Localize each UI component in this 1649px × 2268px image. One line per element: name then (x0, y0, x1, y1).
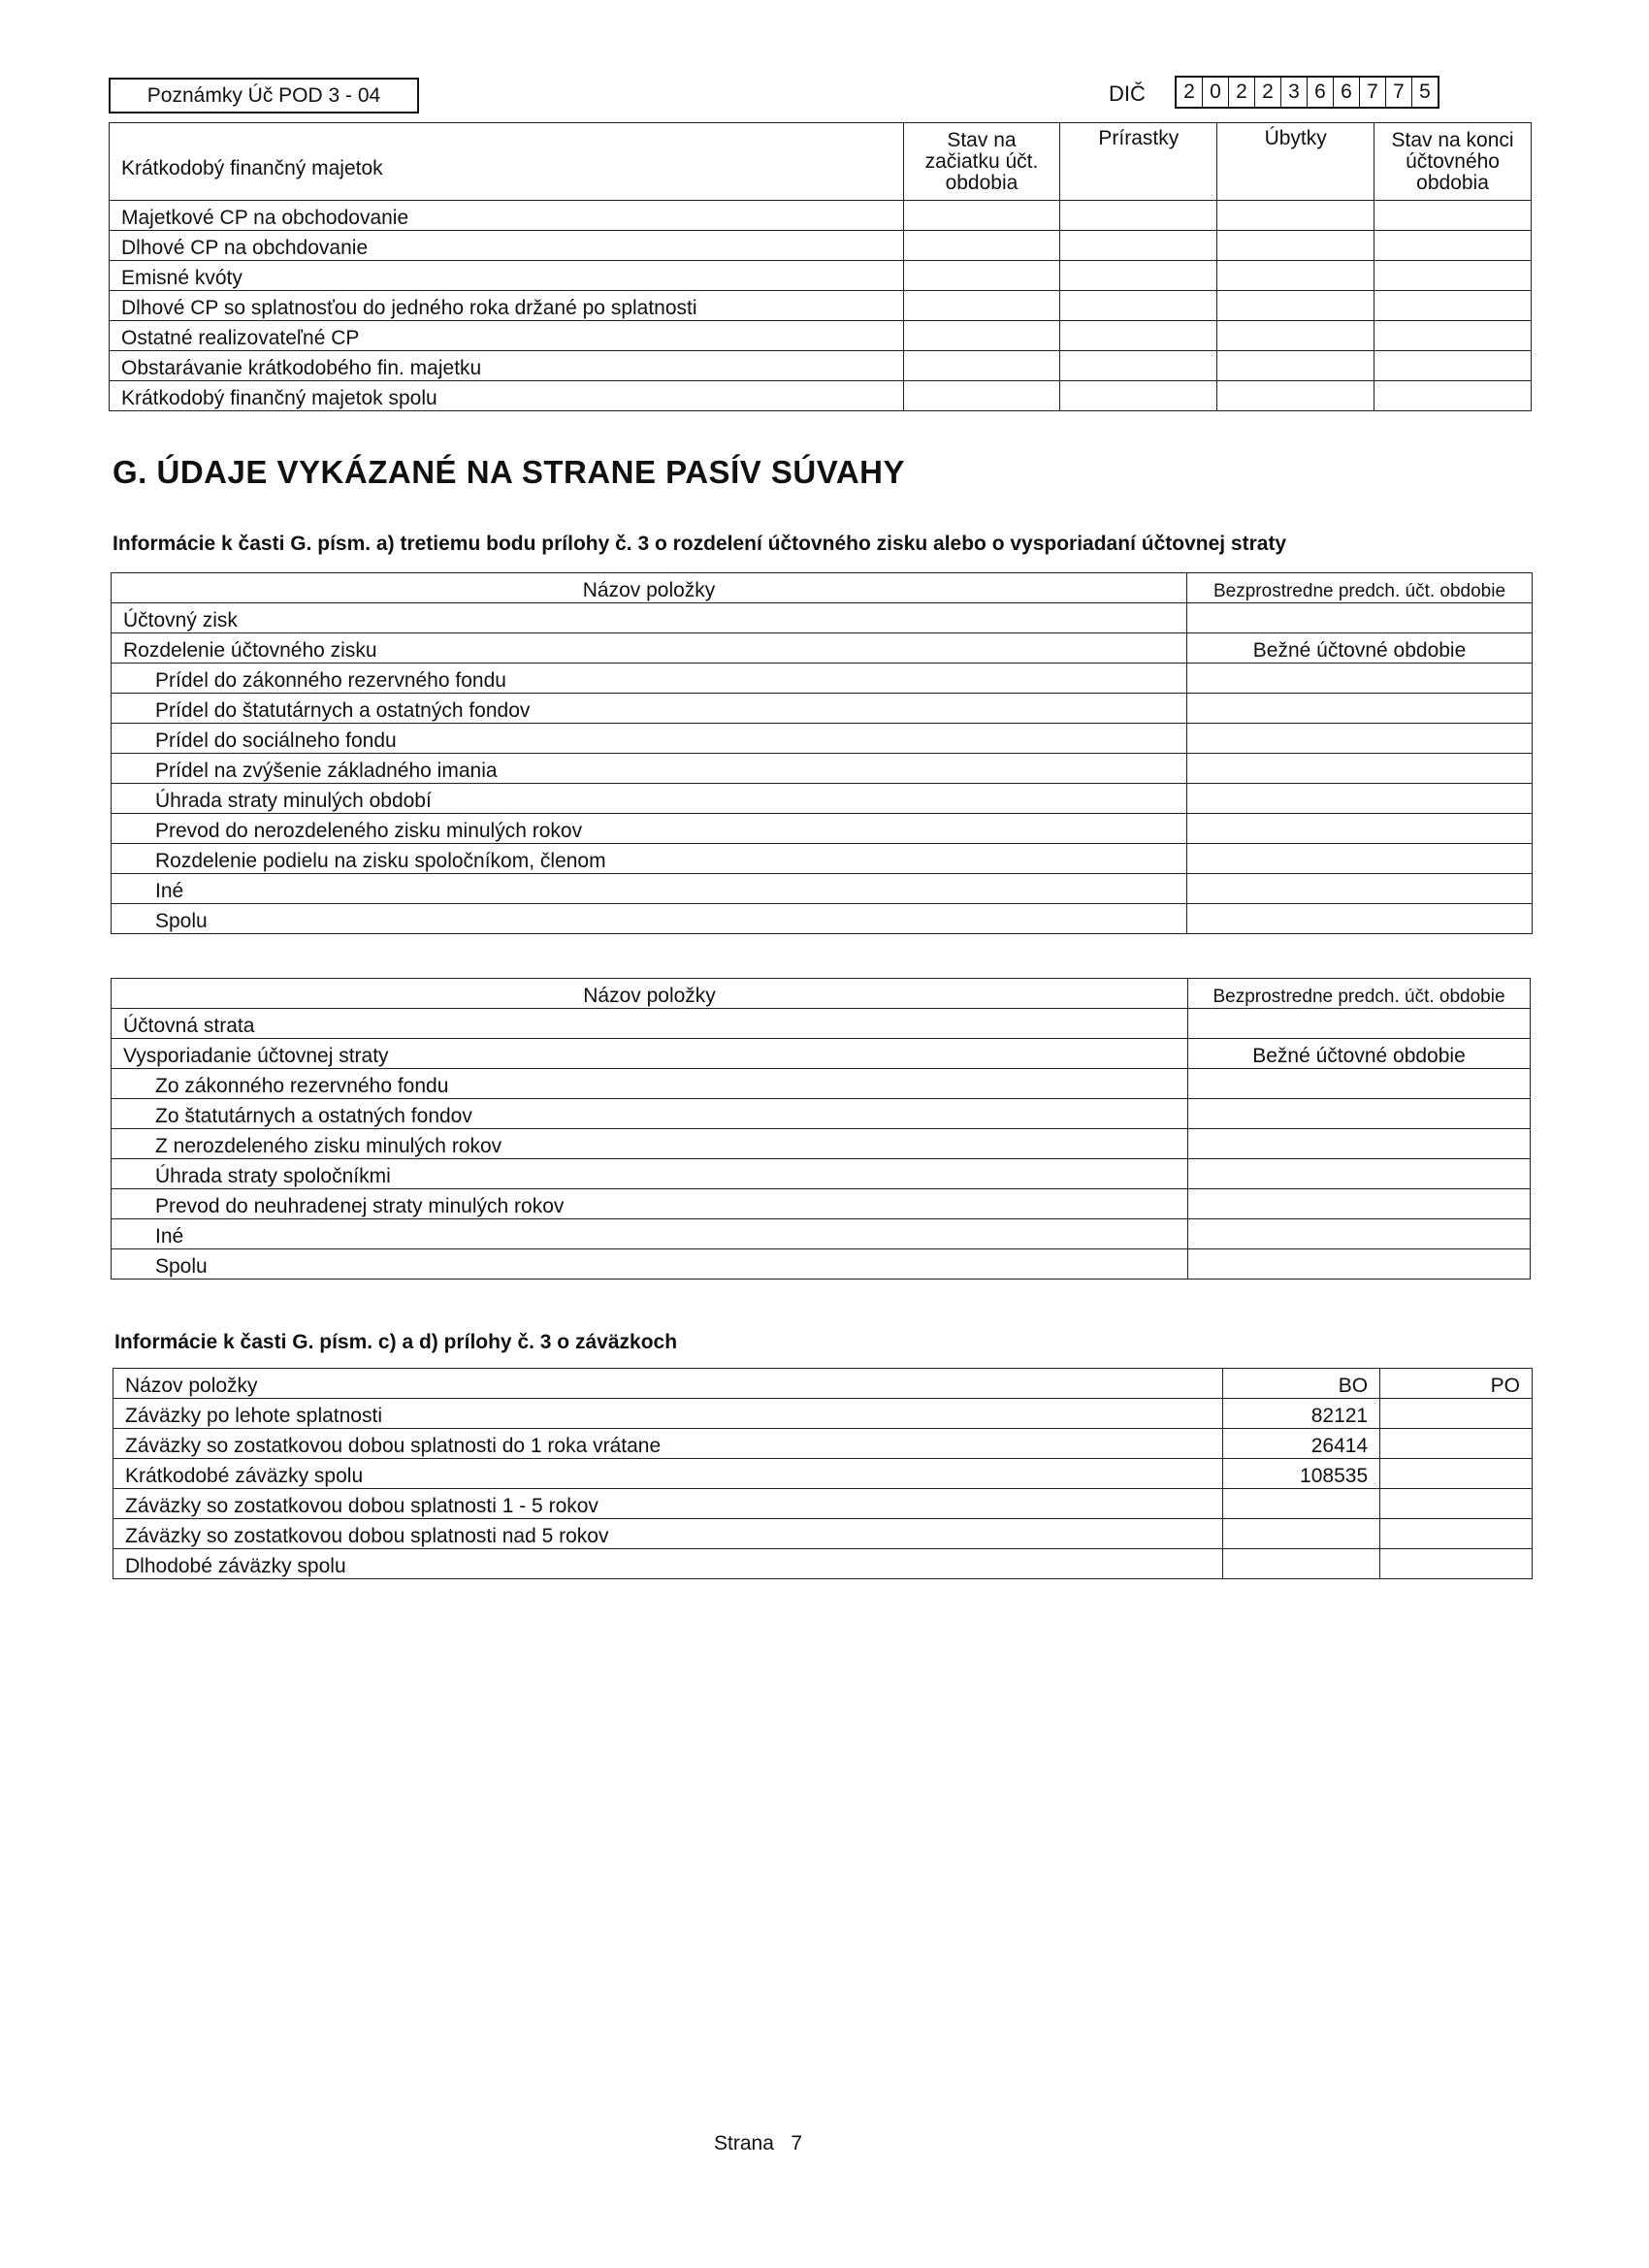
empty-cell (1187, 844, 1533, 874)
row-label: Úhrada straty minulých období (112, 784, 1187, 814)
row-label: Záväzky so zostatkovou dobou splatnosti 1 - 5 rokov (113, 1489, 1223, 1519)
table-row (112, 1159, 1531, 1189)
empty-cell (1217, 351, 1374, 381)
empty-cell (1187, 694, 1533, 724)
empty-cell (1217, 261, 1374, 291)
table-header-row (112, 979, 1531, 1009)
row-label: Prevod do neuhradenej straty minulých rokov (112, 1189, 1188, 1219)
bo-value (1223, 1549, 1380, 1579)
empty-cell (1188, 1129, 1531, 1159)
dic-digit: 3 (1281, 78, 1308, 107)
table-header-row (113, 1369, 1533, 1399)
bo-value: 108535 (1223, 1459, 1380, 1489)
empty-cell (903, 201, 1060, 231)
page-number: Strana 7 (714, 2132, 803, 2155)
row-label: Zo štatutárnych a ostatných fondov (112, 1099, 1188, 1129)
table-row (112, 844, 1533, 874)
empty-cell (903, 231, 1060, 261)
empty-cell (1060, 381, 1217, 411)
financial-assets-table (109, 122, 1532, 411)
form-label: Poznámky Úč POD 3 - 04 (109, 78, 419, 113)
empty-cell (1217, 201, 1374, 231)
empty-cell (1187, 724, 1533, 754)
empty-cell (1187, 814, 1533, 844)
column-header: Názov položky (112, 979, 1188, 1009)
column-header: PO (1380, 1369, 1533, 1399)
table-row (110, 291, 1532, 321)
empty-cell (1217, 381, 1374, 411)
dic-digit: 6 (1334, 78, 1360, 107)
row-label: Krátkodobé záväzky spolu (113, 1459, 1223, 1489)
empty-cell (1188, 1069, 1531, 1099)
row-label: Dlhodobé záväzky spolu (113, 1549, 1223, 1579)
row-label: Spolu (112, 904, 1187, 934)
empty-cell (1060, 261, 1217, 291)
empty-cell (1060, 291, 1217, 321)
row-label: Majetkové CP na obchodovanie (110, 201, 904, 231)
empty-cell (1187, 664, 1533, 694)
row-label: Z nerozdeleného zisku minulých rokov (112, 1129, 1188, 1159)
table-row (112, 1039, 1531, 1069)
bo-value: 82121 (1223, 1399, 1380, 1429)
table-row (113, 1399, 1533, 1429)
po-value (1380, 1459, 1533, 1489)
empty-cell (1374, 321, 1532, 351)
table-row (112, 904, 1533, 934)
table-row (110, 351, 1532, 381)
table-row (113, 1549, 1533, 1579)
empty-cell (903, 261, 1060, 291)
empty-cell (1188, 1009, 1531, 1039)
table-row (112, 1249, 1531, 1280)
column-header: Názov položky (113, 1369, 1223, 1399)
dic-digit: 6 (1308, 78, 1334, 107)
empty-cell (1188, 1219, 1531, 1249)
table-row (112, 1099, 1531, 1129)
dic-digit: 5 (1419, 81, 1431, 103)
po-value (1380, 1489, 1533, 1519)
empty-cell (1060, 321, 1217, 351)
table-row (110, 201, 1532, 231)
empty-cell (1374, 291, 1532, 321)
row-label: Spolu (112, 1249, 1188, 1280)
empty-cell (1217, 231, 1374, 261)
table-row (110, 321, 1532, 351)
column-header: Úbytky (1217, 123, 1374, 201)
table-row (112, 694, 1533, 724)
bo-value: 26414 (1223, 1429, 1380, 1459)
dic-digit: 7 (1386, 78, 1412, 107)
table-row (110, 231, 1532, 261)
dic-label: DIČ (1109, 81, 1146, 106)
row-label: Obstarávanie krátkodobého fin. majetku (110, 351, 904, 381)
row-label: Vysporiadanie účtovnej straty (112, 1039, 1188, 1069)
bo-value (1223, 1489, 1380, 1519)
row-label: Rozdelenie podielu na zisku spoločníkom, členom (112, 844, 1187, 874)
row-label: Účtovná strata (112, 1009, 1188, 1039)
table-row (112, 1219, 1531, 1249)
table-header-row (112, 573, 1533, 603)
empty-cell (1188, 1189, 1531, 1219)
row-label: Zo zákonného rezervného fondu (112, 1069, 1188, 1099)
table-header-row (110, 123, 1532, 201)
row-label: Krátkodobý finančný majetok spolu (110, 381, 904, 411)
row-label: Prídel na zvýšenie základného imania (112, 754, 1187, 784)
row-label: Prídel do štatutárnych a ostatných fondov (112, 694, 1187, 724)
empty-cell (903, 321, 1060, 351)
po-value (1380, 1429, 1533, 1459)
empty-cell (903, 291, 1060, 321)
po-value (1380, 1399, 1533, 1429)
info-heading-profit: Informácie k časti G. písm. a) tretiemu bodu prílohy č. 3 o rozdelení účtovného zisku alebo o vysporiadaní účtovnej straty (113, 533, 1287, 555)
empty-cell (1374, 231, 1532, 261)
empty-cell (1060, 231, 1217, 261)
po-value (1380, 1519, 1533, 1549)
column-header: Prírastky (1060, 123, 1217, 201)
row-label: Prídel do sociálneho fondu (112, 724, 1187, 754)
empty-cell (1187, 784, 1533, 814)
table-row (113, 1459, 1533, 1489)
dic-digit: 7 (1360, 78, 1386, 107)
table-row (112, 754, 1533, 784)
row-label: Záväzky po lehote splatnosti (113, 1399, 1223, 1429)
table-row (112, 814, 1533, 844)
empty-cell (1060, 201, 1217, 231)
row-label: Úhrada straty spoločníkmi (112, 1159, 1188, 1189)
row-label: Dlhové CP so splatnosťou do jedného roka držané po splatnosti (110, 291, 904, 321)
column-header: Stav na konci účtovného obdobia (1374, 123, 1532, 201)
table-row (112, 603, 1533, 633)
empty-cell (1374, 201, 1532, 231)
empty-cell (1188, 1159, 1531, 1189)
table-row (110, 381, 1532, 411)
table-row (112, 1129, 1531, 1159)
bo-value (1223, 1519, 1380, 1549)
column-header: Bezprostredne predch. účt. obdobie (1187, 573, 1533, 603)
row-label: Prídel do zákonného rezervného fondu (112, 664, 1187, 694)
empty-cell (1060, 351, 1217, 381)
table-row (112, 1189, 1531, 1219)
row-label: Dlhové CP na obchdovanie (110, 231, 904, 261)
empty-cell (1374, 261, 1532, 291)
column-header: Bežné účtovné obdobie (1188, 1039, 1531, 1069)
table-row (112, 1069, 1531, 1099)
liabilities-table (113, 1368, 1533, 1579)
dic-number (1175, 76, 1439, 109)
table-row (112, 874, 1533, 904)
section-title: G. ÚDAJE VYKÁZANÉ NA STRANE PASÍV SÚVAHY (113, 454, 905, 490)
empty-cell (1217, 291, 1374, 321)
column-header: BO (1223, 1369, 1380, 1399)
empty-cell (903, 351, 1060, 381)
dic-digit: 0 (1203, 78, 1229, 107)
empty-cell (1374, 351, 1532, 381)
empty-cell (1187, 754, 1533, 784)
column-header: Bezprostredne predch. účt. obdobie (1188, 979, 1531, 1009)
po-value (1380, 1549, 1533, 1579)
table-row (112, 664, 1533, 694)
row-label: Iné (112, 1219, 1188, 1249)
row-label: Prevod do nerozdeleného zisku minulých rokov (112, 814, 1187, 844)
column-header: Názov položky (112, 573, 1187, 603)
row-label: Záväzky so zostatkovou dobou splatnosti nad 5 rokov (113, 1519, 1223, 1549)
column-header: Krátkodobý finančný majetok (110, 123, 904, 201)
row-label: Emisné kvóty (110, 261, 904, 291)
row-label: Ostatné realizovateľné CP (110, 321, 904, 351)
loss-settlement-table (111, 978, 1531, 1280)
empty-cell (1187, 874, 1533, 904)
dic-digit: 2 (1177, 78, 1203, 107)
empty-cell (1374, 381, 1532, 411)
dic-digit: 2 (1255, 78, 1281, 107)
row-label: Iné (112, 874, 1187, 904)
table-row (113, 1429, 1533, 1459)
empty-cell (1217, 321, 1374, 351)
empty-cell (1188, 1099, 1531, 1129)
column-header: Bežné účtovné obdobie (1187, 633, 1533, 664)
empty-cell (1188, 1249, 1531, 1280)
empty-cell (1187, 904, 1533, 934)
table-row (110, 261, 1532, 291)
empty-cell (903, 381, 1060, 411)
empty-cell (1187, 603, 1533, 633)
row-label: Rozdelenie účtovného zisku (112, 633, 1187, 664)
table-row (112, 1009, 1531, 1039)
table-row (112, 724, 1533, 754)
column-header: Stav na začiatku účt. obdobia (903, 123, 1060, 201)
row-label: Účtovný zisk (112, 603, 1187, 633)
row-label: Záväzky so zostatkovou dobou splatnosti do 1 roka vrátane (113, 1429, 1223, 1459)
table-row (112, 784, 1533, 814)
info-heading-liabilities: Informácie k časti G. písm. c) a d) prílohy č. 3 o záväzkoch (114, 1331, 678, 1353)
profit-distribution-table (111, 572, 1533, 934)
table-row (113, 1489, 1533, 1519)
dic-digit: 2 (1229, 78, 1255, 107)
table-row (113, 1519, 1533, 1549)
table-row (112, 633, 1533, 664)
